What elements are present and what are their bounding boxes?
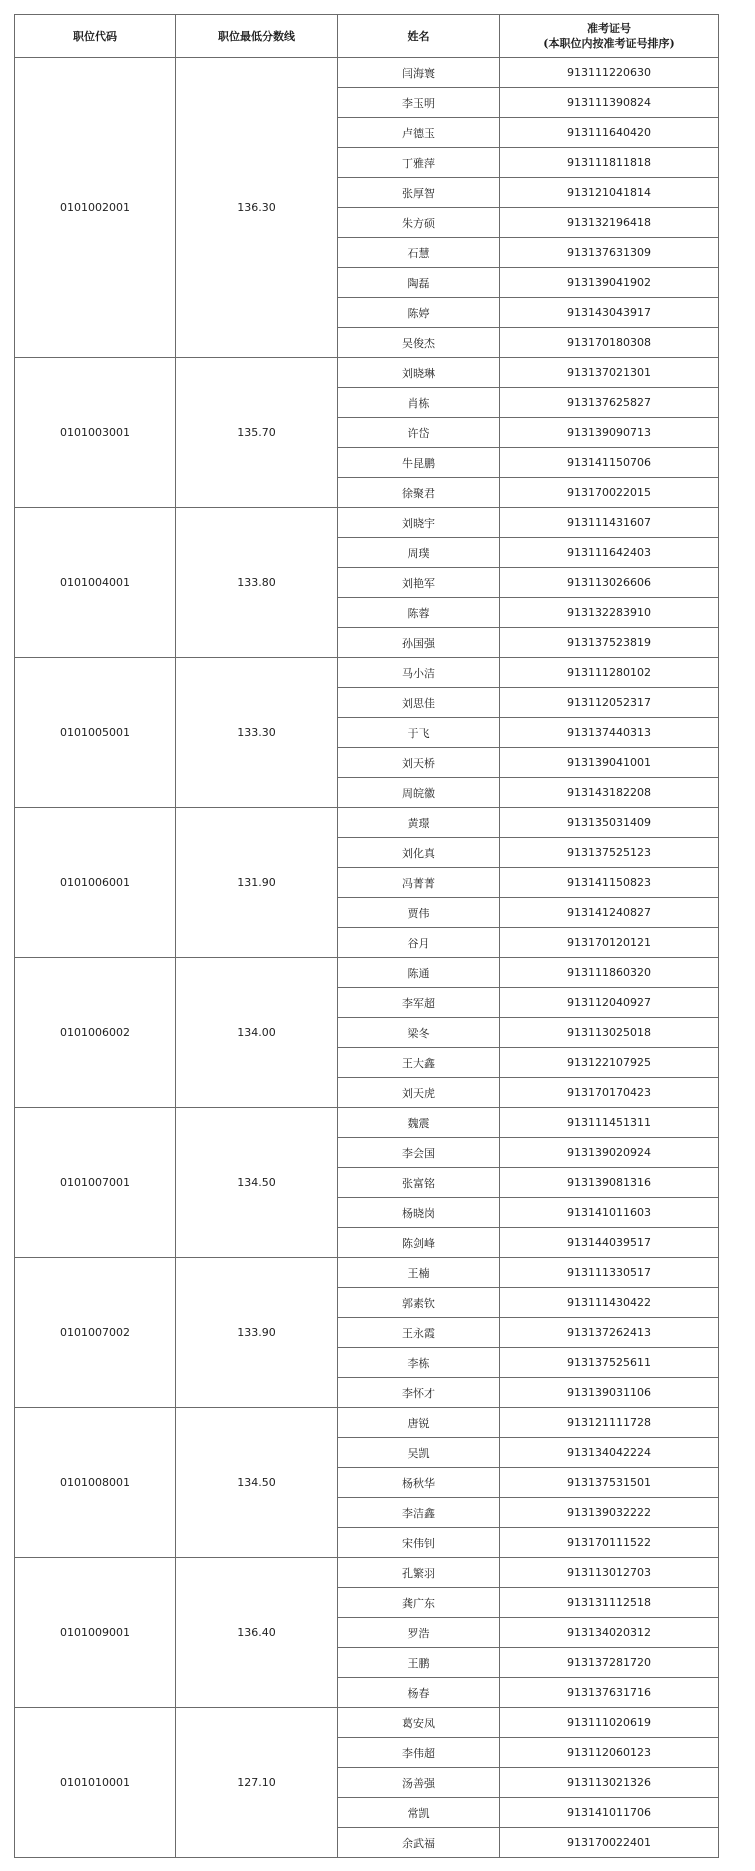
candidate-name-cell: 陈通: [338, 958, 500, 988]
ticket-number-cell: 913170111522: [500, 1528, 719, 1558]
ticket-number-cell: 913137021301: [500, 358, 719, 388]
ticket-number-cell: 913131112518: [500, 1588, 719, 1618]
table-row: [15, 658, 719, 688]
candidate-name-cell: 朱方硕: [338, 208, 500, 238]
candidate-name-cell: 许岱: [338, 418, 500, 448]
candidate-name-cell: 李伟超: [338, 1738, 500, 1768]
interview-list-table: [14, 14, 719, 1858]
candidate-name-cell: 贾伟: [338, 898, 500, 928]
candidate-name-cell: 王鹏: [338, 1648, 500, 1678]
ticket-number-cell: 913170180308: [500, 328, 719, 358]
min-score-cell: 134.00: [176, 958, 338, 1108]
ticket-number-cell: 913141240827: [500, 898, 719, 928]
ticket-number-cell: 913122107925: [500, 1048, 719, 1078]
candidate-name-cell: 王楠: [338, 1258, 500, 1288]
candidate-name-cell: 孙国强: [338, 628, 500, 658]
ticket-number-cell: 913139020924: [500, 1138, 719, 1168]
ticket-number-cell: 913143182208: [500, 778, 719, 808]
candidate-name-cell: 龚广东: [338, 1588, 500, 1618]
candidate-name-cell: 杨秋华: [338, 1468, 500, 1498]
min-score-cell: 133.30: [176, 658, 338, 808]
ticket-number-cell: 913111642403: [500, 538, 719, 568]
candidate-name-cell: 王永霞: [338, 1318, 500, 1348]
min-score-cell: 133.80: [176, 508, 338, 658]
ticket-number-cell: 913121111728: [500, 1408, 719, 1438]
ticket-number-cell: 913170170423: [500, 1078, 719, 1108]
candidate-name-cell: 宋伟钊: [338, 1528, 500, 1558]
candidate-name-cell: 刘化真: [338, 838, 500, 868]
header-ticket-note: (本职位内按准考证号排序): [543, 37, 675, 50]
candidate-name-cell: 刘艳军: [338, 568, 500, 598]
header-row: [15, 15, 719, 58]
candidate-name-cell: 郭素钦: [338, 1288, 500, 1318]
candidate-name-cell: 梁冬: [338, 1018, 500, 1048]
table-row: [15, 958, 719, 988]
candidate-name-cell: 刘思佳: [338, 688, 500, 718]
ticket-number-cell: 913134020312: [500, 1618, 719, 1648]
candidate-name-cell: 肖栋: [338, 388, 500, 418]
ticket-number-cell: 913121041814: [500, 178, 719, 208]
header-position-code: 职位代码: [15, 15, 176, 58]
candidate-name-cell: 刘晓宇: [338, 508, 500, 538]
results-table-container: [14, 14, 719, 1858]
table-row: [15, 1258, 719, 1288]
ticket-number-cell: 913112040927: [500, 988, 719, 1018]
ticket-number-cell: 913111280102: [500, 658, 719, 688]
position-code-cell: 0101006002: [15, 958, 176, 1108]
table-row: [15, 58, 719, 88]
ticket-number-cell: 913111390824: [500, 88, 719, 118]
candidate-name-cell: 李怀才: [338, 1378, 500, 1408]
header-min-score: 职位最低分数线: [176, 15, 338, 58]
ticket-number-cell: 913137631309: [500, 238, 719, 268]
ticket-number-cell: 913132283910: [500, 598, 719, 628]
ticket-number-cell: 913111430422: [500, 1288, 719, 1318]
ticket-number-cell: 913113026606: [500, 568, 719, 598]
candidate-name-cell: 魏震: [338, 1108, 500, 1138]
ticket-number-cell: 913141150823: [500, 868, 719, 898]
ticket-number-cell: 913112060123: [500, 1738, 719, 1768]
candidate-name-cell: 李会国: [338, 1138, 500, 1168]
ticket-number-cell: 913137523819: [500, 628, 719, 658]
candidate-name-cell: 张富铭: [338, 1168, 500, 1198]
position-code-cell: 0101006001: [15, 808, 176, 958]
ticket-number-cell: 913113012703: [500, 1558, 719, 1588]
candidate-name-cell: 吴凯: [338, 1438, 500, 1468]
candidate-name-cell: 谷月: [338, 928, 500, 958]
candidate-name-cell: 李洁鑫: [338, 1498, 500, 1528]
ticket-number-cell: 913143043917: [500, 298, 719, 328]
ticket-number-cell: 913113025018: [500, 1018, 719, 1048]
position-code-cell: 0101002001: [15, 58, 176, 358]
ticket-number-cell: 913139041001: [500, 748, 719, 778]
ticket-number-cell: 913137625827: [500, 388, 719, 418]
ticket-number-cell: 913141011603: [500, 1198, 719, 1228]
table-row: [15, 808, 719, 838]
ticket-number-cell: 913137440313: [500, 718, 719, 748]
ticket-number-cell: 913132196418: [500, 208, 719, 238]
candidate-name-cell: 王大鑫: [338, 1048, 500, 1078]
candidate-name-cell: 刘天虎: [338, 1078, 500, 1108]
candidate-name-cell: 刘晓琳: [338, 358, 500, 388]
ticket-number-cell: 913144039517: [500, 1228, 719, 1258]
candidate-name-cell: 常凯: [338, 1798, 500, 1828]
candidate-name-cell: 余武福: [338, 1828, 500, 1858]
position-code-cell: 0101007001: [15, 1108, 176, 1258]
table-row: [15, 1708, 719, 1738]
min-score-cell: 136.30: [176, 58, 338, 358]
candidate-name-cell: 丁雅萍: [338, 148, 500, 178]
candidate-name-cell: 唐锐: [338, 1408, 500, 1438]
candidate-name-cell: 马小洁: [338, 658, 500, 688]
candidate-name-cell: 周璞: [338, 538, 500, 568]
candidate-name-cell: 冯菁菁: [338, 868, 500, 898]
min-score-cell: 134.50: [176, 1408, 338, 1558]
table-row: [15, 358, 719, 388]
ticket-number-cell: 913111451311: [500, 1108, 719, 1138]
ticket-number-cell: 913141150706: [500, 448, 719, 478]
candidate-name-cell: 牛昆鹏: [338, 448, 500, 478]
table-header: [15, 15, 719, 58]
candidate-name-cell: 李军超: [338, 988, 500, 1018]
ticket-number-cell: 913111220630: [500, 58, 719, 88]
min-score-cell: 136.40: [176, 1558, 338, 1708]
table-row: [15, 1408, 719, 1438]
position-code-cell: 0101009001: [15, 1558, 176, 1708]
position-code-cell: 0101005001: [15, 658, 176, 808]
candidate-name-cell: 汤善强: [338, 1768, 500, 1798]
ticket-number-cell: 913170120121: [500, 928, 719, 958]
header-ticket-number: [500, 15, 719, 58]
ticket-number-cell: 913139081316: [500, 1168, 719, 1198]
ticket-number-cell: 913139041902: [500, 268, 719, 298]
candidate-name-cell: 李玉明: [338, 88, 500, 118]
header-name: 姓名: [338, 15, 500, 58]
ticket-number-cell: 913139032222: [500, 1498, 719, 1528]
ticket-number-cell: 913170022401: [500, 1828, 719, 1858]
ticket-number-cell: 913139031106: [500, 1378, 719, 1408]
ticket-number-cell: 913111330517: [500, 1258, 719, 1288]
position-code-cell: 0101010001: [15, 1708, 176, 1858]
ticket-number-cell: 913137262413: [500, 1318, 719, 1348]
ticket-number-cell: 913112052317: [500, 688, 719, 718]
candidate-name-cell: 徐聚君: [338, 478, 500, 508]
candidate-name-cell: 石慧: [338, 238, 500, 268]
table-row: [15, 1108, 719, 1138]
min-score-cell: 134.50: [176, 1108, 338, 1258]
ticket-number-cell: 913139090713: [500, 418, 719, 448]
position-code-cell: 0101004001: [15, 508, 176, 658]
ticket-number-cell: 913137525123: [500, 838, 719, 868]
ticket-number-cell: 913111640420: [500, 118, 719, 148]
candidate-name-cell: 闫海寰: [338, 58, 500, 88]
position-code-cell: 0101007002: [15, 1258, 176, 1408]
candidate-name-cell: 陈婷: [338, 298, 500, 328]
candidate-name-cell: 葛安凤: [338, 1708, 500, 1738]
candidate-name-cell: 罗浩: [338, 1618, 500, 1648]
candidate-name-cell: 于飞: [338, 718, 500, 748]
candidate-name-cell: 陈蓉: [338, 598, 500, 628]
position-code-cell: 0101008001: [15, 1408, 176, 1558]
table-row: [15, 508, 719, 538]
candidate-name-cell: 陶磊: [338, 268, 500, 298]
min-score-cell: 131.90: [176, 808, 338, 958]
ticket-number-cell: 913137531501: [500, 1468, 719, 1498]
min-score-cell: 133.90: [176, 1258, 338, 1408]
candidate-name-cell: 黄璟: [338, 808, 500, 838]
candidate-name-cell: 刘天桥: [338, 748, 500, 778]
min-score-cell: 135.70: [176, 358, 338, 508]
candidate-name-cell: 吴俊杰: [338, 328, 500, 358]
position-code-cell: 0101003001: [15, 358, 176, 508]
candidate-name-cell: 卢德玉: [338, 118, 500, 148]
min-score-cell: 127.10: [176, 1708, 338, 1858]
candidate-name-cell: 孔繁羽: [338, 1558, 500, 1588]
ticket-number-cell: 913111431607: [500, 508, 719, 538]
table-body: [15, 58, 719, 1858]
ticket-number-cell: 913111020619: [500, 1708, 719, 1738]
ticket-number-cell: 913141011706: [500, 1798, 719, 1828]
candidate-name-cell: 张厚智: [338, 178, 500, 208]
ticket-number-cell: 913137281720: [500, 1648, 719, 1678]
candidate-name-cell: 陈剑峰: [338, 1228, 500, 1258]
candidate-name-cell: 李栋: [338, 1348, 500, 1378]
candidate-name-cell: 周皖徽: [338, 778, 500, 808]
ticket-number-cell: 913135031409: [500, 808, 719, 838]
ticket-number-cell: 913137525611: [500, 1348, 719, 1378]
ticket-number-cell: 913113021326: [500, 1768, 719, 1798]
ticket-number-cell: 913137631716: [500, 1678, 719, 1708]
candidate-name-cell: 杨春: [338, 1678, 500, 1708]
ticket-number-cell: 913111811818: [500, 148, 719, 178]
ticket-number-cell: 913134042224: [500, 1438, 719, 1468]
table-row: [15, 1558, 719, 1588]
ticket-number-cell: 913170022015: [500, 478, 719, 508]
ticket-number-cell: 913111860320: [500, 958, 719, 988]
candidate-name-cell: 杨晓岗: [338, 1198, 500, 1228]
header-ticket-title: 准考证号: [587, 22, 631, 35]
